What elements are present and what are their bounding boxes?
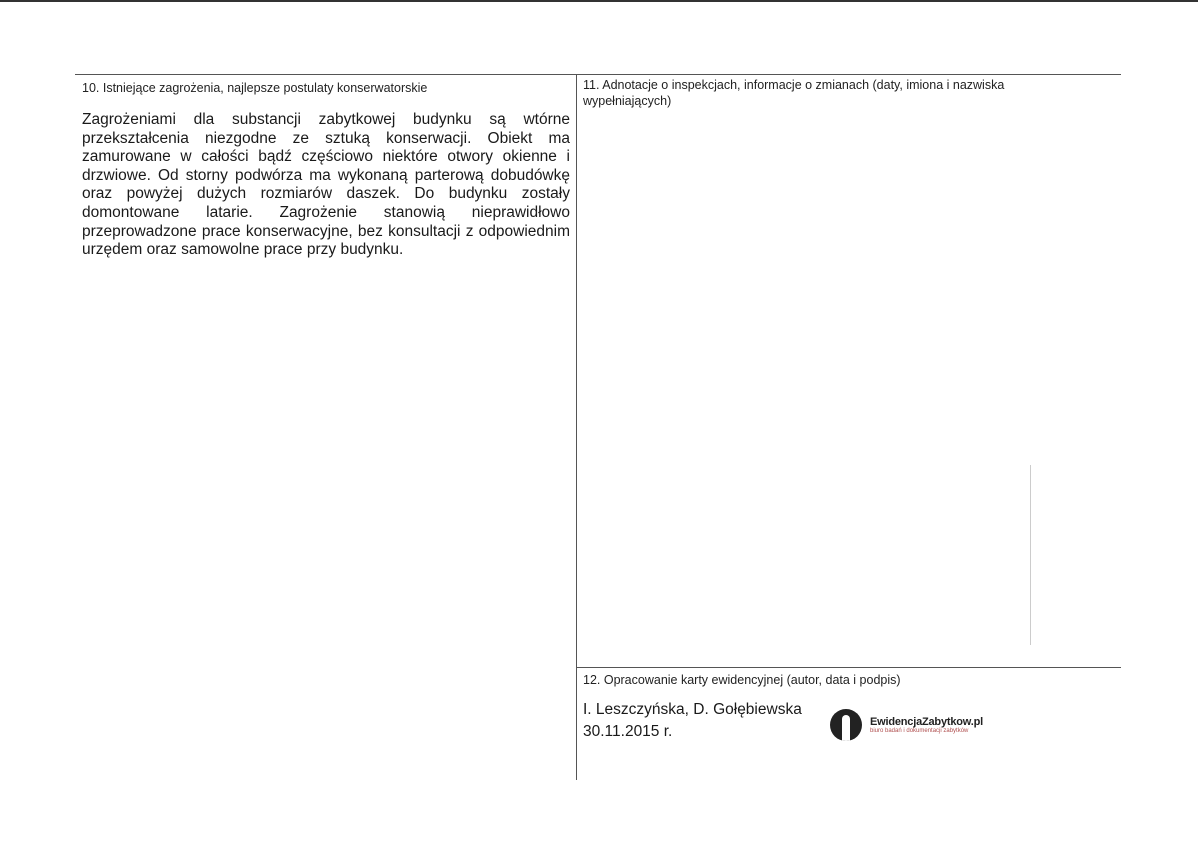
tower-logo-icon [830,709,862,741]
column-divider [576,74,577,780]
section-10-heading: 10. Istniejące zagrożenia, najlepsze postulaty konserwatorskie [82,81,428,95]
ewidencja-logo [830,709,983,741]
section-11-heading-line1: 11. Adnotacje o inspekcjach, informacje o zmianach (daty, imiona i nazwiska [583,78,1005,92]
top-divider [75,74,1121,75]
logo-tagline: biuro badań i dokumentacji zabytków [870,728,969,734]
faint-scan-line [1030,465,1031,645]
authors: I. Leszczyńska, D. Gołębiewska [583,701,802,718]
scan-edge [0,0,1198,2]
section-11-heading-line2: wypełniających) [583,94,672,108]
author-block [583,699,802,743]
section-10-body: Zagrożeniami dla substancji zabytkowej budynku są wtórne przekształcenia niezgodne ze sztuką konserwacji. Obiekt ma zamurowane w całości bądź częściowo niektóre otwory okienne i drzwiowe. Od storny podwórza ma wykonaną parterową dobudówkę oraz powyżej dużych rozmiarów daszek. Do budynku zostały domontowane latarie. Zagrożenie stanowią nieprawidłowo przeprowadzone prace konserwacyjne, bez konsultacji z odpowiednim urzędem oraz samowolne prace przy budynku. [82,111,570,259]
section-12-heading: 12. Opracowanie karty ewidencyjnej (autor, data i podpis) [583,673,901,687]
date: 30.11.2015 r. [583,723,673,740]
section12-divider [576,667,1121,668]
logo-name: EwidencjaZabytkow.pl [870,716,983,728]
section-11-heading [583,77,1004,109]
